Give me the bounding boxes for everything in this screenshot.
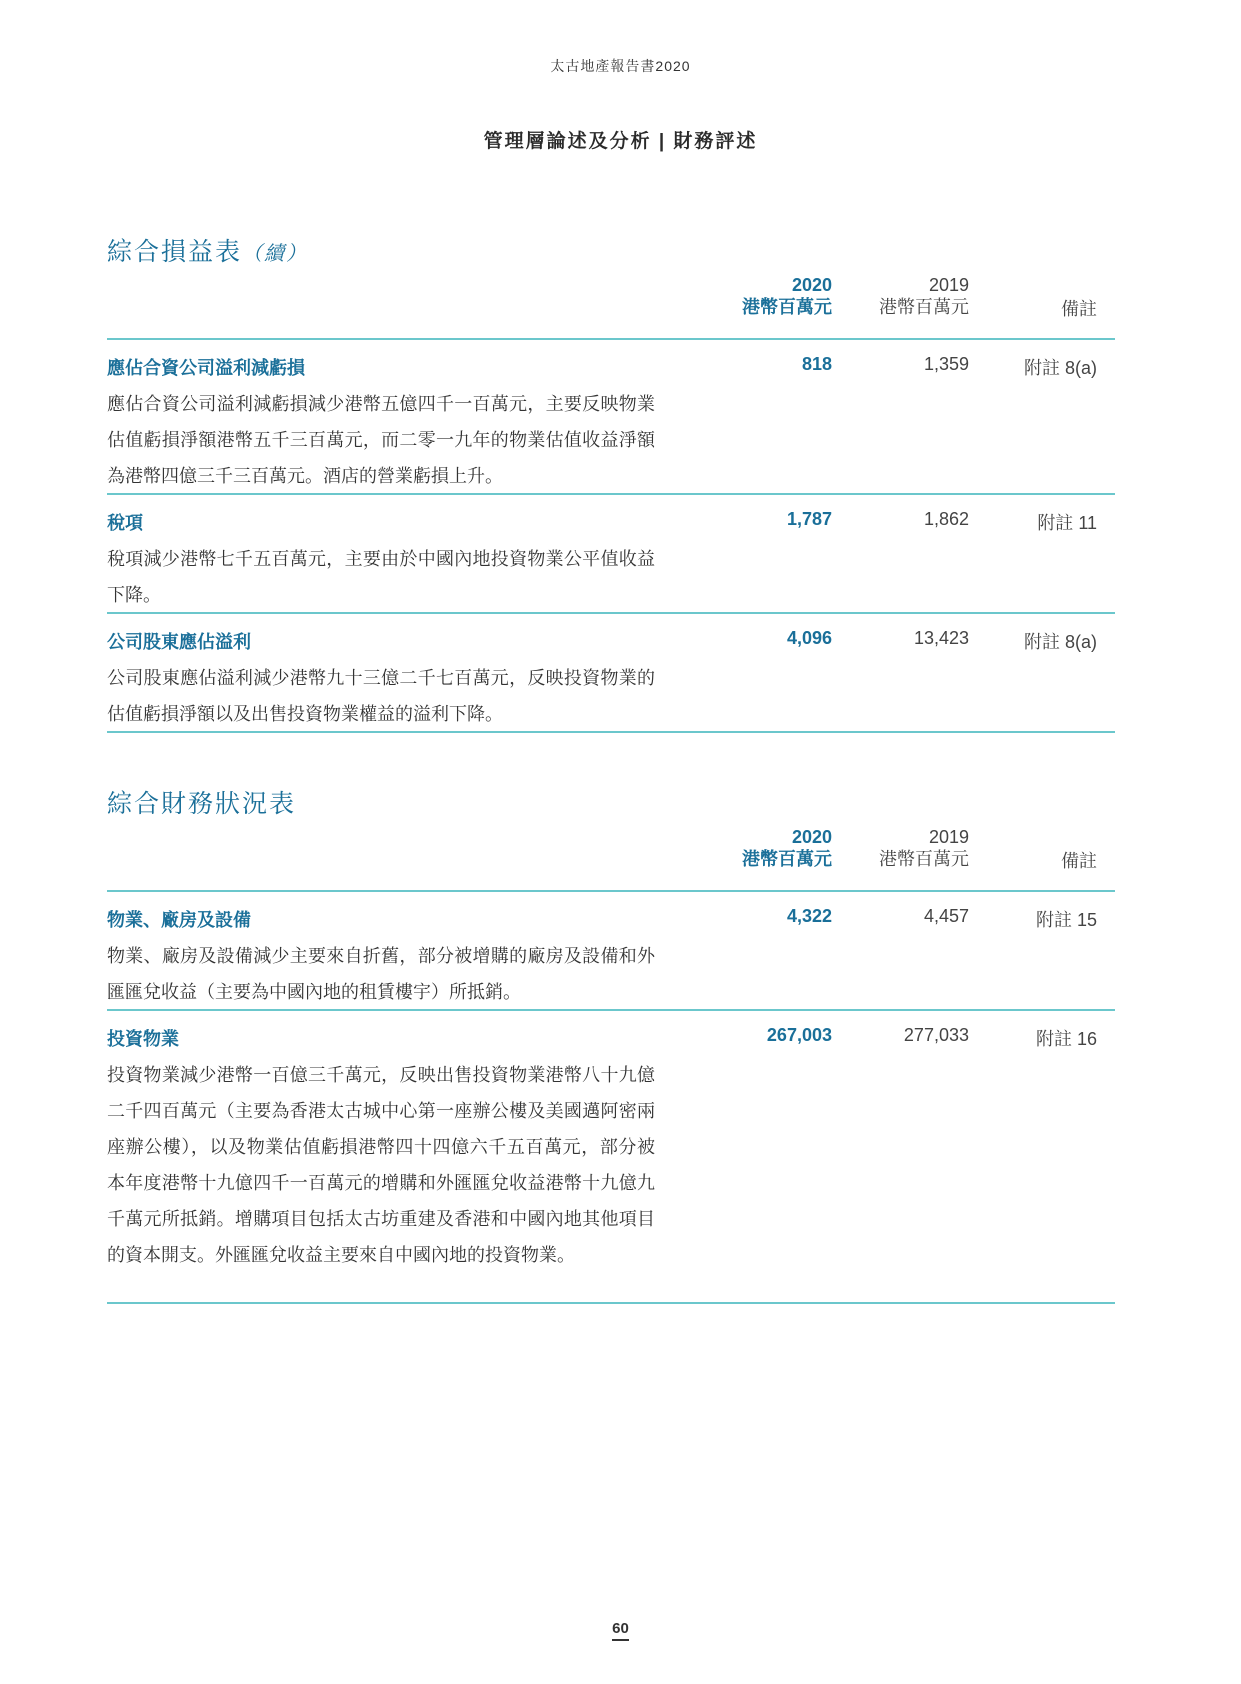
table-header [107,818,1115,892]
financial-position-table [107,818,1115,1304]
current-unit-label: 港幣百萬元 [742,297,832,317]
prior-value: 277,033 [903,1025,969,1045]
row-label: 投資物業 [107,1029,179,1049]
page-number [0,1620,1241,1641]
note-reference: 附註 15 [1035,910,1097,930]
income-statement-table [107,266,1115,733]
table-row [107,614,1115,733]
page-number-text: 60 [612,1620,629,1641]
row-description: 公司股東應佔溢利減少港幣九十三億二千七百萬元，反映投資物業的估值虧損淨額以及出售投資物業權益的溢利下降。 [107,668,655,724]
row-description: 物業、廠房及設備減少主要來自折舊，部分被增購的廠房及設備和外匯匯兌收益（主要為中國內地的租賃樓宇）所抵銷。 [107,946,655,1002]
table-row [107,892,1115,1011]
section-heading: 管理層論述及分析 | 財務評述 [483,131,758,152]
continued-marker: （續） [242,243,309,265]
current-year-column-header [742,826,832,870]
row-label: 公司股東應佔溢利 [107,632,251,652]
current-year-column-header [742,274,832,318]
prior-year-label: 2019 [928,275,969,295]
current-value: 267,003 [766,1025,832,1045]
current-value: 1,787 [786,509,832,529]
prior-value: 13,423 [913,628,969,648]
prior-value: 4,457 [923,906,969,926]
note-reference: 附註 8(a) [1023,358,1097,378]
note-reference: 附註 11 [1037,513,1097,533]
row-label: 物業、廠房及設備 [107,910,251,930]
row-label: 應佔合資公司溢利減虧損 [107,358,305,378]
prior-unit-label: 港幣百萬元 [879,297,969,317]
notes-column-header: 備註 [1061,851,1097,871]
income-statement-title-text: 綜合損益表 [107,238,243,266]
income-statement-title [107,232,308,268]
current-value: 818 [801,354,832,374]
table-header [107,266,1115,340]
document-title: 太古地產報告書2020 [550,58,691,74]
prior-value: 1,359 [923,354,969,374]
notes-column-header: 備註 [1061,299,1097,319]
table-row [107,1011,1115,1304]
table-row [107,495,1115,614]
prior-value: 1,862 [923,509,969,529]
current-value: 4,322 [786,906,832,926]
table-row [107,340,1115,495]
current-year-label: 2020 [791,827,832,847]
financial-position-title: 綜合財務狀況表 [107,790,297,818]
row-description: 應佔合資公司溢利減虧損減少港幣五億四千一百萬元，主要反映物業估值虧損淨額港幣五千三百萬元，而二零一九年的物業估值收益淨額為港幣四億三千三百萬元。酒店的營業虧損上升。 [107,394,655,486]
prior-year-label: 2019 [928,827,969,847]
current-unit-label: 港幣百萬元 [742,849,832,869]
note-reference: 附註 16 [1035,1029,1097,1049]
current-year-label: 2020 [791,275,832,295]
row-label: 稅項 [107,513,143,533]
prior-unit-label: 港幣百萬元 [879,849,969,869]
prior-year-column-header [879,274,969,318]
note-reference: 附註 8(a) [1023,632,1097,652]
current-value: 4,096 [786,628,832,648]
row-description: 稅項減少港幣七千五百萬元，主要由於中國內地投資物業公平值收益下降。 [107,549,655,605]
prior-year-column-header [879,826,969,870]
row-description: 投資物業減少港幣一百億三千萬元，反映出售投資物業港幣八十九億二千四百萬元（主要為香港太古城中心第一座辦公樓及美國邁阿密兩座辦公樓），以及物業估值虧損港幣四十四億六千五百萬元，部分被本年度港幣十九億四千一百萬元的增購和外匯匯兌收益港幣十九億九千萬元所抵銷。增購項目包括太古坊重建及香港和中國內地其他項目的資本開支。外匯匯兌收益主要來自中國內地的投資物業。 [107,1065,655,1265]
